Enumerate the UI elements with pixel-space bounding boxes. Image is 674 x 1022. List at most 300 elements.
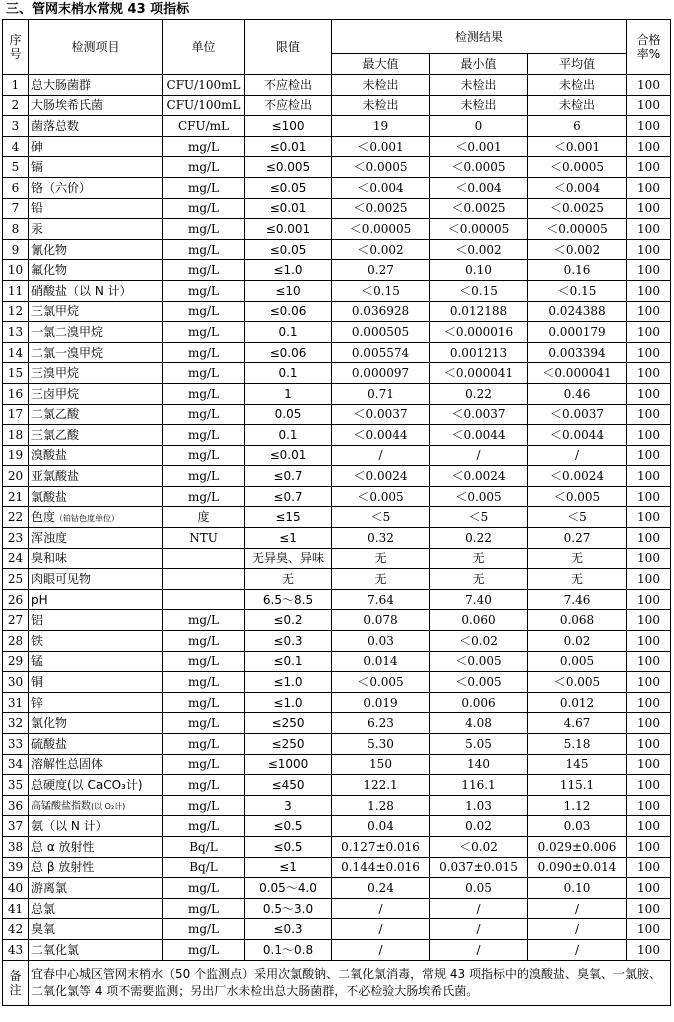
table-row (3, 342, 671, 363)
row-max: 6.23 (332, 713, 430, 734)
row-avg: 0.02 (528, 631, 627, 652)
row-index: 22 (3, 507, 29, 528)
row-avg: ＜0.001 (528, 136, 627, 157)
row-limit: 0.1 (245, 425, 332, 446)
row-item (29, 816, 163, 837)
row-unit: mg/L (163, 651, 245, 672)
row-unit: Bq/L (163, 857, 245, 878)
row-unit: mg/L (163, 404, 245, 425)
row-pass-rate: 100 (627, 404, 671, 425)
row-max: 150 (332, 754, 430, 775)
row-min: / (430, 939, 528, 960)
row-min: ＜0.0037 (430, 404, 528, 425)
row-max: 0.005574 (332, 342, 430, 363)
row-limit: ≤100 (245, 116, 332, 137)
table-row (3, 878, 671, 899)
remark-label: 备注 (3, 960, 29, 1005)
header-unit: 单位 (163, 20, 245, 75)
row-item (29, 775, 163, 796)
table-row (3, 198, 671, 219)
row-max: ＜5 (332, 507, 430, 528)
table-body (3, 75, 671, 961)
row-limit: ≤0.01 (245, 445, 332, 466)
row-unit: mg/L (163, 775, 245, 796)
table-row (3, 157, 671, 178)
row-item-name: 高锰酸盐指数 (31, 801, 91, 813)
row-pass-rate: 100 (627, 322, 671, 343)
row-max: 0.078 (332, 610, 430, 631)
row-avg: 7.46 (528, 589, 627, 610)
row-limit: ≤1000 (245, 754, 332, 775)
row-avg: ＜0.0044 (528, 425, 627, 446)
row-min: 0.10 (430, 260, 528, 281)
row-unit: mg/L (163, 939, 245, 960)
row-item (29, 672, 163, 693)
row-avg: / (528, 898, 627, 919)
row-min: 无 (430, 548, 528, 569)
row-avg: 未检出 (528, 75, 627, 96)
row-unit: mg/L (163, 383, 245, 404)
row-avg: ＜0.0037 (528, 404, 627, 425)
row-item (29, 404, 163, 425)
row-limit: 0.1～0.8 (245, 939, 332, 960)
row-limit: ≤0.001 (245, 219, 332, 240)
row-min: 0.02 (430, 816, 528, 837)
row-item-name: 菌落总数 (31, 118, 80, 133)
row-unit: mg/L (163, 425, 245, 446)
row-min: 0.22 (430, 528, 528, 549)
row-item-name: 三氯乙酸 (31, 427, 80, 442)
row-pass-rate: 100 (627, 692, 671, 713)
row-pass-rate: 100 (627, 260, 671, 281)
table-row (3, 857, 671, 878)
row-item (29, 795, 163, 816)
row-avg: / (528, 939, 627, 960)
row-item-note: (以 O₂计) (91, 802, 126, 812)
row-index: 37 (3, 816, 29, 837)
row-pass-rate: 100 (627, 878, 671, 899)
row-pass-rate: 100 (627, 342, 671, 363)
row-limit: ≤1.0 (245, 692, 332, 713)
table-row (3, 445, 671, 466)
row-limit: ≤0.06 (245, 301, 332, 322)
row-pass-rate: 100 (627, 239, 671, 260)
row-limit: ≤1.0 (245, 260, 332, 281)
row-index: 8 (3, 219, 29, 240)
row-limit: ≤0.7 (245, 466, 332, 487)
row-min: 7.40 (430, 589, 528, 610)
row-min: ＜0.15 (430, 280, 528, 301)
row-item (29, 569, 163, 590)
row-min: 0.060 (430, 610, 528, 631)
row-item (29, 692, 163, 713)
row-pass-rate: 100 (627, 466, 671, 487)
header-item: 检测项目 (29, 20, 163, 75)
row-item (29, 631, 163, 652)
row-index: 18 (3, 425, 29, 446)
row-limit: 0.5～3.0 (245, 898, 332, 919)
row-avg: / (528, 445, 627, 466)
row-avg: 0.46 (528, 383, 627, 404)
row-unit (163, 589, 245, 610)
row-unit: mg/L (163, 919, 245, 940)
row-item-name: 铜 (31, 675, 44, 690)
row-limit: ≤0.3 (245, 919, 332, 940)
row-unit: CFU/100mL (163, 95, 245, 116)
row-index: 35 (3, 775, 29, 796)
row-avg: ＜0.0024 (528, 466, 627, 487)
header-max: 最大值 (332, 54, 430, 75)
table-row (3, 713, 671, 734)
row-item (29, 507, 163, 528)
row-avg: ＜0.000041 (528, 363, 627, 384)
row-min: 无 (430, 569, 528, 590)
row-item (29, 75, 163, 96)
row-pass-rate: 100 (627, 569, 671, 590)
row-min: ＜0.02 (430, 631, 528, 652)
header-pass-rate: 合格率% (627, 20, 671, 75)
row-index: 11 (3, 280, 29, 301)
row-item-name: 亚氯酸盐 (31, 469, 80, 484)
row-limit: ≤0.06 (245, 342, 332, 363)
row-item-name: 二氯乙酸 (31, 407, 80, 422)
row-index: 3 (3, 116, 29, 137)
row-index: 38 (3, 836, 29, 857)
row-index: 29 (3, 651, 29, 672)
row-index: 28 (3, 631, 29, 652)
row-item-name: 溶解性总固体 (31, 757, 104, 772)
row-item-name: 色度 (31, 510, 56, 525)
row-limit: 0.1 (245, 322, 332, 343)
row-item (29, 589, 163, 610)
row-item (29, 157, 163, 178)
row-avg: 0.029±0.006 (528, 836, 627, 857)
row-item-name: 铅 (31, 201, 44, 216)
row-item (29, 754, 163, 775)
row-max: 0.04 (332, 816, 430, 837)
row-max: 1.28 (332, 795, 430, 816)
row-limit: ≤0.01 (245, 198, 332, 219)
row-unit: mg/L (163, 157, 245, 178)
row-max: 0.03 (332, 631, 430, 652)
table-row (3, 363, 671, 384)
row-unit: mg/L (163, 280, 245, 301)
row-avg: 0.012 (528, 692, 627, 713)
row-max: 0.32 (332, 528, 430, 549)
row-item-name: 大肠埃希氏菌 (31, 98, 104, 113)
table-row (3, 898, 671, 919)
row-avg: 0.005 (528, 651, 627, 672)
row-item (29, 239, 163, 260)
row-index: 43 (3, 939, 29, 960)
row-limit: ≤0.05 (245, 239, 332, 260)
row-unit: mg/L (163, 260, 245, 281)
row-item-name: 氯酸盐 (31, 489, 68, 504)
row-item (29, 898, 163, 919)
row-item-name: 氯化物 (31, 716, 68, 731)
row-min: ＜0.00005 (430, 219, 528, 240)
row-unit: mg/L (163, 198, 245, 219)
row-min: 4.08 (430, 713, 528, 734)
row-item (29, 342, 163, 363)
table-row (3, 95, 671, 116)
table-row (3, 569, 671, 590)
row-min: 0.012188 (430, 301, 528, 322)
row-pass-rate: 100 (627, 713, 671, 734)
row-item-name: 臭氧 (31, 922, 56, 937)
row-pass-rate: 100 (627, 425, 671, 446)
row-avg: 0.16 (528, 260, 627, 281)
row-limit: ≤1 (245, 528, 332, 549)
row-item-name: 总大肠菌群 (31, 77, 92, 92)
row-min: 0 (430, 116, 528, 137)
row-item-name: 总硬度(以 CaCO₃计) (31, 777, 143, 792)
table-row (3, 486, 671, 507)
row-max: 0.144±0.016 (332, 857, 430, 878)
row-max: 0.014 (332, 651, 430, 672)
row-avg: 145 (528, 754, 627, 775)
row-item-name: 二氧化氯 (31, 942, 80, 957)
table-row (3, 775, 671, 796)
row-max: ＜0.0037 (332, 404, 430, 425)
row-item-name: 锰 (31, 654, 44, 669)
row-pass-rate: 100 (627, 589, 671, 610)
table-row (3, 939, 671, 960)
row-index: 26 (3, 589, 29, 610)
row-min: ＜0.005 (430, 651, 528, 672)
row-min: / (430, 445, 528, 466)
row-avg: 6 (528, 116, 627, 137)
row-pass-rate: 100 (627, 610, 671, 631)
row-unit: mg/L (163, 878, 245, 899)
row-min: ＜0.0025 (430, 198, 528, 219)
row-pass-rate: 100 (627, 775, 671, 796)
row-min: 116.1 (430, 775, 528, 796)
row-unit: mg/L (163, 219, 245, 240)
row-min: 0.037±0.015 (430, 857, 528, 878)
row-pass-rate: 100 (627, 898, 671, 919)
row-max: ＜0.15 (332, 280, 430, 301)
row-max: 5.30 (332, 734, 430, 755)
row-pass-rate: 100 (627, 363, 671, 384)
row-min: ＜0.004 (430, 177, 528, 198)
row-item (29, 528, 163, 549)
row-avg: / (528, 919, 627, 940)
row-pass-rate: 100 (627, 672, 671, 693)
remark-text: 宜春中心城区管网末梢水（50 个监测点）采用次氯酸钠、二氧化氯消毒，常规 43 项指标中的溴酸盐、臭氧、一氯胺、二氧化氯等 4 项不需要监测；另出厂水未检出总大肠菌群，不必检验大肠埃希氏菌。 (29, 960, 671, 1005)
table-row (3, 507, 671, 528)
row-pass-rate: 100 (627, 116, 671, 137)
table-row (3, 404, 671, 425)
row-avg: 0.024388 (528, 301, 627, 322)
row-min: ＜0.000016 (430, 322, 528, 343)
row-unit: mg/L (163, 692, 245, 713)
row-avg: 115.1 (528, 775, 627, 796)
row-max: ＜0.005 (332, 486, 430, 507)
row-index: 41 (3, 898, 29, 919)
row-pass-rate: 100 (627, 445, 671, 466)
row-max: 无 (332, 569, 430, 590)
row-min: 140 (430, 754, 528, 775)
row-avg: ＜0.002 (528, 239, 627, 260)
row-avg: 0.068 (528, 610, 627, 631)
table-row (3, 754, 671, 775)
row-unit (163, 569, 245, 590)
row-pass-rate: 100 (627, 177, 671, 198)
row-index: 9 (3, 239, 29, 260)
row-min: 未检出 (430, 95, 528, 116)
row-limit: 1 (245, 383, 332, 404)
row-avg: 未检出 (528, 95, 627, 116)
row-item-note: （铂钴色度单位） (55, 514, 120, 524)
row-unit: mg/L (163, 301, 245, 322)
row-limit: ≤0.5 (245, 816, 332, 837)
row-item (29, 878, 163, 899)
row-item-name: 三氯甲烷 (31, 304, 80, 319)
row-unit: mg/L (163, 445, 245, 466)
row-avg: ＜0.00005 (528, 219, 627, 240)
row-limit: ≤10 (245, 280, 332, 301)
row-max: 0.24 (332, 878, 430, 899)
row-max: / (332, 445, 430, 466)
row-index: 1 (3, 75, 29, 96)
row-item (29, 836, 163, 857)
row-pass-rate: 100 (627, 816, 671, 837)
table-row (3, 301, 671, 322)
row-max: ＜0.00005 (332, 219, 430, 240)
row-item (29, 301, 163, 322)
row-index: 42 (3, 919, 29, 940)
table-row (3, 528, 671, 549)
row-item-name: 砷 (31, 139, 44, 154)
row-unit: mg/L (163, 136, 245, 157)
row-index: 30 (3, 672, 29, 693)
row-max: ＜0.005 (332, 672, 430, 693)
row-avg: ＜0.005 (528, 672, 627, 693)
row-item (29, 445, 163, 466)
row-avg: 1.12 (528, 795, 627, 816)
table-row (3, 466, 671, 487)
row-item (29, 322, 163, 343)
header-results: 检测结果 (332, 20, 627, 54)
row-limit: ≤450 (245, 775, 332, 796)
row-item-name: 臭和味 (31, 551, 68, 566)
row-item-name: 硝酸盐（以 N 计） (31, 283, 132, 298)
row-item-name: 浑浊度 (31, 530, 68, 545)
row-unit: mg/L (163, 754, 245, 775)
row-min: ＜0.005 (430, 486, 528, 507)
row-max: / (332, 898, 430, 919)
table-row (3, 610, 671, 631)
row-index: 4 (3, 136, 29, 157)
row-min: ＜0.0005 (430, 157, 528, 178)
row-item-name: 一氯二溴甲烷 (31, 324, 104, 339)
row-unit: mg/L (163, 713, 245, 734)
row-limit: ≤1 (245, 857, 332, 878)
row-min: / (430, 898, 528, 919)
row-limit: ≤0.2 (245, 610, 332, 631)
row-item (29, 548, 163, 569)
row-limit: ≤250 (245, 734, 332, 755)
row-index: 23 (3, 528, 29, 549)
row-index: 36 (3, 795, 29, 816)
row-pass-rate: 100 (627, 919, 671, 940)
row-unit: mg/L (163, 672, 245, 693)
row-max: ＜0.002 (332, 239, 430, 260)
row-max: ＜0.0044 (332, 425, 430, 446)
table-row (3, 631, 671, 652)
row-pass-rate: 100 (627, 219, 671, 240)
row-item-name: 铝 (31, 613, 44, 628)
row-pass-rate: 100 (627, 198, 671, 219)
row-item-name: 锌 (31, 695, 44, 710)
row-item (29, 857, 163, 878)
row-pass-rate: 100 (627, 280, 671, 301)
row-item (29, 734, 163, 755)
table-row (3, 589, 671, 610)
row-limit: 无异臭、异味 (245, 548, 332, 569)
row-item (29, 713, 163, 734)
row-limit: ≤1.0 (245, 672, 332, 693)
row-avg: 0.090±0.014 (528, 857, 627, 878)
header-min: 最小值 (430, 54, 528, 75)
row-max: 122.1 (332, 775, 430, 796)
row-limit: ≤0.01 (245, 136, 332, 157)
row-item-name: 汞 (31, 221, 44, 236)
row-pass-rate: 100 (627, 136, 671, 157)
row-index: 24 (3, 548, 29, 569)
table-row (3, 280, 671, 301)
row-limit: 0.1 (245, 363, 332, 384)
row-max: ＜0.0005 (332, 157, 430, 178)
row-item (29, 280, 163, 301)
row-index: 31 (3, 692, 29, 713)
row-unit: mg/L (163, 466, 245, 487)
row-item-name: 氰化物 (31, 242, 68, 257)
row-pass-rate: 100 (627, 754, 671, 775)
row-index: 25 (3, 569, 29, 590)
row-index: 16 (3, 383, 29, 404)
row-min: ＜0.0024 (430, 466, 528, 487)
row-item (29, 651, 163, 672)
row-item (29, 136, 163, 157)
row-unit: Bq/L (163, 836, 245, 857)
row-max: 0.019 (332, 692, 430, 713)
row-item (29, 363, 163, 384)
row-index: 21 (3, 486, 29, 507)
row-item-name: 总氯 (31, 901, 56, 916)
row-max: ＜0.0025 (332, 198, 430, 219)
row-avg: ＜0.15 (528, 280, 627, 301)
row-avg: ＜0.004 (528, 177, 627, 198)
row-avg: 0.27 (528, 528, 627, 549)
row-avg: ＜0.0005 (528, 157, 627, 178)
row-index: 39 (3, 857, 29, 878)
table-row (3, 116, 671, 137)
row-max: ＜0.0024 (332, 466, 430, 487)
header-limit: 限值 (245, 20, 332, 75)
row-item (29, 425, 163, 446)
row-item (29, 177, 163, 198)
row-pass-rate: 100 (627, 548, 671, 569)
section-title: 三、管网末梢水常规 43 项指标 (6, 2, 190, 17)
row-limit: 6.5～8.5 (245, 589, 332, 610)
row-pass-rate: 100 (627, 836, 671, 857)
row-limit: ≤15 (245, 507, 332, 528)
row-item-name: 二氯一溴甲烷 (31, 345, 104, 360)
row-min: 0.05 (430, 878, 528, 899)
table-row (3, 734, 671, 755)
